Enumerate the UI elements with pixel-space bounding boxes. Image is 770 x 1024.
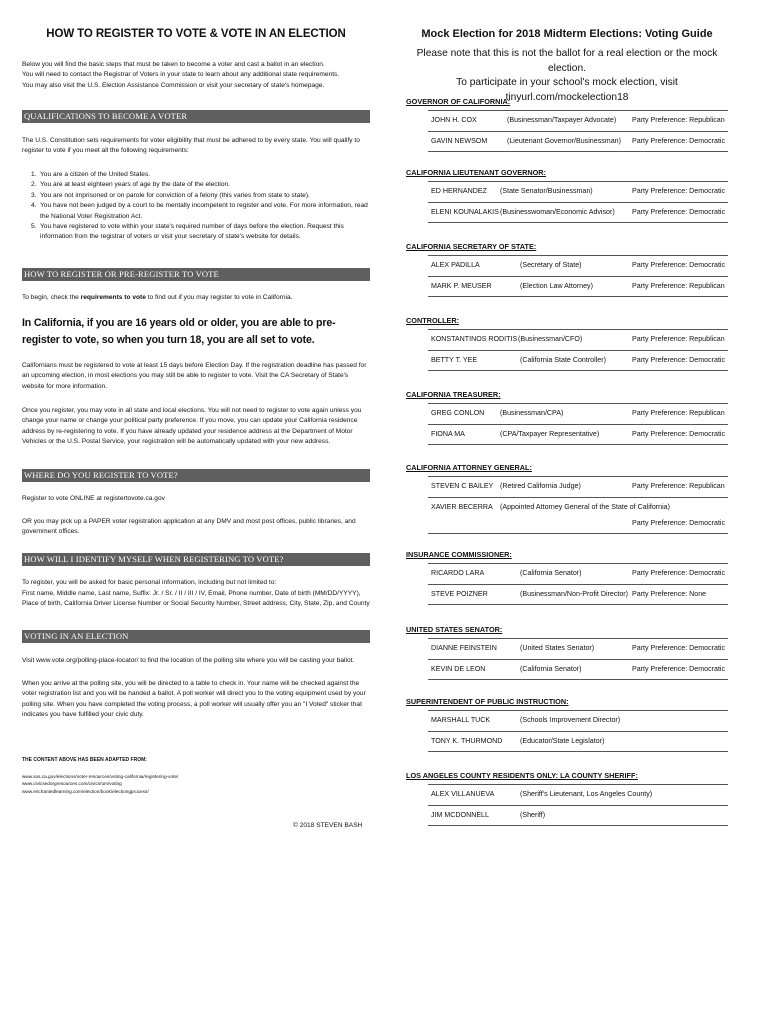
- party-preference: Party Preference: Republican: [632, 409, 725, 417]
- identify-intro-text: To register, you will be asked for basic personal information, including but not limited to:: [22, 579, 277, 586]
- candidate-occupation: (Lieutenant Governor/Businessman): [507, 137, 621, 145]
- candidate-occupation: (Sheriff's Lieutenant, Los Angeles County): [520, 790, 653, 798]
- qualifications-text: The U.S. Constitution sets requirements for voter eligibility that must be adhered to by every state. You will qualify to register to vote if you meet all the following requirements:: [22, 137, 360, 155]
- list-text: You have not been judged by a court to be mentally incompetent to register and vote. For more information, read the National Voter Registration Act.: [40, 202, 368, 220]
- candidate-occupation: (Businessman/Taxpayer Advocate): [507, 116, 617, 124]
- candidate-name: KEVIN DE LEON: [431, 665, 486, 673]
- party-preference: Party Preference: Democratic: [632, 208, 726, 216]
- section-heading-register: HOW TO REGISTER OR PRE-REGISTER TO VOTE: [22, 268, 370, 281]
- list-number: 5.: [31, 223, 37, 231]
- candidate-name: BETTY T. YEE: [431, 356, 478, 364]
- list-item: [22, 222, 370, 243]
- candidate-table: [428, 710, 728, 752]
- office-heading: CALIFORNIA ATTORNEY GENERAL:: [406, 463, 532, 472]
- candidate-table: [428, 784, 728, 826]
- list-text: You are at least eighteen years of age by the date of the election.: [40, 181, 231, 189]
- list-text: You have registered to vote within your state's required number of days before the election. Request this information from the registrar of voters or visit your secretary of state's website for details.: [40, 223, 344, 241]
- office-heading: SUPERINTENDENT OF PUBLIC INSTRUCTION:: [406, 697, 569, 706]
- candidate-name: DIANNE FEINSTEIN: [431, 644, 497, 652]
- candidate-occupation: (Secretary of State): [520, 261, 582, 269]
- party-preference: Party Preference: Democratic: [632, 356, 726, 364]
- office-heading: CONTROLLER:: [406, 316, 460, 325]
- candidate-row[interactable]: [428, 131, 728, 152]
- candidate-name: GREG CONLON: [431, 409, 485, 417]
- candidate-row[interactable]: [428, 202, 728, 223]
- section-heading-voting: VOTING IN AN ELECTION: [22, 630, 370, 643]
- candidate-occupation: (California Senator): [520, 665, 582, 673]
- candidate-row[interactable]: [428, 638, 728, 659]
- party-preference: Party Preference: Democratic: [632, 137, 726, 145]
- party-preference: Party Preference: Republican: [632, 116, 725, 124]
- candidate-occupation: (State Senator/Businessman): [500, 187, 593, 195]
- pre-register-highlight: In California, if you are 16 years old or older, you are able to pre-register to vote, so when you turn 18, you are all set to vote.: [22, 317, 336, 346]
- voting-guide-title: Mock Election for 2018 Midterm Elections: Voting Guide: [421, 28, 713, 40]
- office-heading: UNITED STATES SENATOR:: [406, 625, 503, 634]
- candidate-occupation: (Election Law Attorney): [520, 282, 593, 290]
- list-number: 2.: [31, 181, 37, 189]
- list-number: 4.: [31, 202, 37, 210]
- candidate-name: JOHN H. COX: [431, 116, 477, 124]
- candidate-table: [428, 638, 728, 680]
- candidate-name: MARK P. MEUSER: [431, 282, 492, 290]
- candidate-row[interactable]: [428, 350, 728, 371]
- candidate-name: STEVE POIZNER: [431, 590, 488, 598]
- candidate-row[interactable]: [428, 563, 728, 584]
- section-heading-qualifications: QUALIFICATIONS TO BECOME A VOTER: [22, 110, 370, 123]
- candidate-occupation: (Sheriff): [520, 811, 546, 819]
- candidate-name: ELENI KOUNALAKIS: [431, 208, 499, 216]
- candidate-row[interactable]: [428, 659, 728, 680]
- section-heading-identify: HOW WILL I IDENTIFY MYSELF WHEN REGISTERING TO VOTE?: [22, 553, 370, 566]
- candidate-table: [428, 255, 728, 297]
- source-link[interactable]: www.civicsedorgresources.com/civics/um/voting: [22, 781, 122, 787]
- registration-deadline-text: Californians must be registered to vote at least 15 days before Election Day. If the registration deadline has passed for an upcoming election, in most elections you may still be able to register to vote. Visit the CA Secretary of State's website for more information.: [22, 362, 367, 390]
- party-preference: Party Preference: Republican: [632, 335, 725, 343]
- party-preference: Party Preference: Democratic: [632, 665, 726, 673]
- registration-update-text: Once you register, you may vote in all state and local elections. You will not need to register to vote again unless you change your name or change your political party preference. If you move, you can update your California residence address by re-registering to vote. If you have already updated your residence address at the Department of Motor Vehicles or the U.S. Postal Service, your registration will be automatically updated with your new address.: [22, 407, 362, 446]
- register-check-text: [22, 293, 370, 303]
- candidate-occupation: (California State Controller): [520, 356, 606, 364]
- candidate-name: JIM MCDONNELL: [431, 811, 489, 819]
- candidate-name: GAVIN NEWSOM: [431, 137, 488, 145]
- office-heading: INSURANCE COMMISSIONER:: [406, 550, 512, 559]
- text-fragment: To begin, check the: [22, 294, 81, 301]
- list-number: 3.: [31, 191, 37, 199]
- candidate-row[interactable]: [428, 181, 728, 202]
- candidate-table: [428, 563, 728, 605]
- office-heading: LOS ANGELES COUNTY RESIDENTS ONLY: LA COUNTY SHERIFF:: [406, 771, 638, 780]
- candidate-occupation: (Businesswoman/Economic Advisor): [500, 208, 615, 216]
- list-item: [22, 170, 370, 180]
- office-heading: CALIFORNIA TREASURER:: [406, 390, 501, 399]
- candidate-name: MARSHALL TUCK: [431, 716, 491, 724]
- candidate-name: TONY K. THURMOND: [431, 737, 503, 745]
- list-item: [22, 201, 370, 222]
- candidate-row[interactable]: [428, 110, 728, 131]
- intro-text: [22, 60, 370, 91]
- list-number: 1.: [31, 171, 37, 178]
- list-text: You are a citizen of the United States.: [40, 171, 151, 178]
- candidate-row[interactable]: [428, 424, 728, 445]
- candidate-occupation: (Retired California Judge): [500, 482, 581, 490]
- candidate-row[interactable]: [428, 731, 728, 752]
- candidate-name: ED HERNANDEZ: [431, 187, 487, 195]
- polling-process-text: When you arrive at the polling site, you will be directed to a table to check in. Your name will be checked against the voter registration list and you will be handed a ballot. A poll worker will direct you to the voting equipment used by your polling site. When you have completed the voting process, a poll worker will usually offer you an "I Voted" sticker that indicates you have fulfilled your civic duty.: [22, 680, 366, 719]
- candidate-table: [428, 329, 728, 371]
- candidate-occupation: (Educator/State Legislator): [520, 737, 605, 745]
- office-heading: GOVERNOR OF CALIFORNIA:: [406, 97, 511, 106]
- adapted-from-label: THE CONTENT ABOVE HAS BEEN ADAPTED FROM:: [22, 757, 147, 763]
- party-preference: Party Preference: Democratic: [632, 569, 726, 577]
- candidate-row[interactable]: [428, 329, 728, 350]
- candidate-occupation: (United States Senator): [520, 644, 595, 652]
- requirements-to-vote-link[interactable]: requirements to vote: [80, 294, 146, 301]
- candidate-row[interactable]: [428, 805, 728, 826]
- candidate-occupation: (Businessman/Non-Profit Director): [520, 590, 629, 598]
- candidate-occupation: (Appointed Attorney General of the State of California): [500, 503, 670, 511]
- source-link[interactable]: www.sos.ca.gov/elections/voter-resources/voting-california/registering-vote/: [22, 774, 179, 779]
- text-fragment: to find out if you may register to vote in California.: [145, 294, 293, 301]
- candidate-name: ALEX PADILLA: [431, 261, 480, 269]
- candidate-row[interactable]: [428, 497, 728, 534]
- candidate-name: ALEX VILLANUEVA: [431, 790, 495, 798]
- list-item: [22, 180, 370, 190]
- candidate-name: RICARDO LARA: [431, 569, 485, 577]
- candidate-table: [428, 110, 728, 152]
- candidate-name: XAVIER BECERRA: [431, 503, 493, 511]
- office-heading: CALIFORNIA SECRETARY OF STATE:: [406, 242, 537, 251]
- party-preference: Party Preference: Republican: [632, 482, 725, 490]
- candidate-row[interactable]: [428, 476, 728, 497]
- list-text: You are not imprisoned or on parole for conviction of a felony (this varies from state to state).: [40, 191, 310, 199]
- candidate-table: [428, 476, 728, 534]
- subtitle-line: To participate in your school's mock election, visit tinyurl.com/mockelection18: [456, 77, 678, 103]
- candidate-occupation: (Businessman/CFO): [518, 335, 583, 343]
- party-preference: Party Preference: Republican: [632, 282, 725, 290]
- qualifications-list: [22, 170, 370, 243]
- candidate-table: [428, 181, 728, 223]
- candidate-row[interactable]: [428, 784, 728, 805]
- intro-line: Below you will find the basic steps that must be taken to become a voter and cast a ballot in an election.: [22, 61, 325, 68]
- candidate-name: STEVEN C BAILEY: [431, 482, 494, 490]
- candidate-row[interactable]: [428, 584, 728, 605]
- party-preference: Party Preference: Democratic: [632, 519, 726, 527]
- candidate-row[interactable]: [428, 255, 728, 276]
- subtitle-line: Please note that this is not the ballot for a real election or the mock election.: [416, 48, 718, 74]
- party-preference: Party Preference: Democratic: [632, 430, 726, 438]
- candidate-occupation: (Businessman/CPA): [500, 409, 564, 417]
- section-heading-where: WHERE DO YOU REGISTER TO VOTE?: [22, 469, 370, 482]
- party-preference: Party Preference: None: [632, 590, 707, 598]
- party-preference: Party Preference: Democratic: [632, 644, 726, 652]
- list-item: [22, 191, 370, 201]
- sources-list: [22, 773, 178, 795]
- party-preference: Party Preference: Democratic: [632, 187, 726, 195]
- candidate-row[interactable]: [428, 710, 728, 731]
- copyright-notice: © 2018 STEVEN BASH: [293, 822, 363, 829]
- candidate-row[interactable]: [428, 276, 728, 297]
- candidate-occupation: (CPA/Taxpayer Representative): [500, 430, 600, 438]
- candidate-occupation: (Schools Improvement Director): [520, 716, 621, 724]
- candidate-table: [428, 403, 728, 445]
- page-title: HOW TO REGISTER TO VOTE & VOTE IN AN ELECTION: [46, 28, 346, 40]
- intro-line: You may also visit the U.S. Election Assistance Commission or visit your secretary of state's homepage.: [22, 81, 325, 89]
- candidate-name: FIONA MA: [431, 430, 465, 438]
- candidate-occupation: (California Senator): [520, 569, 582, 577]
- polling-locator-text: Visit www.vote.org/polling-place-locator/ to find the location of the polling site where you will be casting your ballot.: [22, 657, 355, 664]
- register-paper-text: OR you may pick up a PAPER voter registration application at any DMV and most post offices, public libraries, and government offices.: [22, 518, 356, 536]
- party-preference: Party Preference: Democratic: [632, 261, 726, 269]
- identify-fields-text: First name, Middle name, Last name, Suffix: Jr. / Sr. / II / III / IV, Email, Phone number, Date of birth (MM/DD/YYYY), Place of birth, California Driver License Number or Social Security Number, Street address, City, State, Zip, and County: [22, 590, 370, 608]
- register-online-text: Register to vote ONLINE at registertovote.ca.gov: [22, 495, 165, 502]
- source-link[interactable]: www.enchantedlearning.com/election/book/electiongprocess/: [22, 788, 149, 794]
- candidate-row[interactable]: [428, 403, 728, 424]
- candidate-name: KONSTANTINOS RODITIS: [431, 335, 518, 343]
- office-heading: CALIFORNIA LIEUTENANT GOVERNOR:: [406, 168, 546, 177]
- intro-line: You will need to contact the Registrar of Voters in your state to learn about any additional state requirements.: [22, 71, 340, 79]
